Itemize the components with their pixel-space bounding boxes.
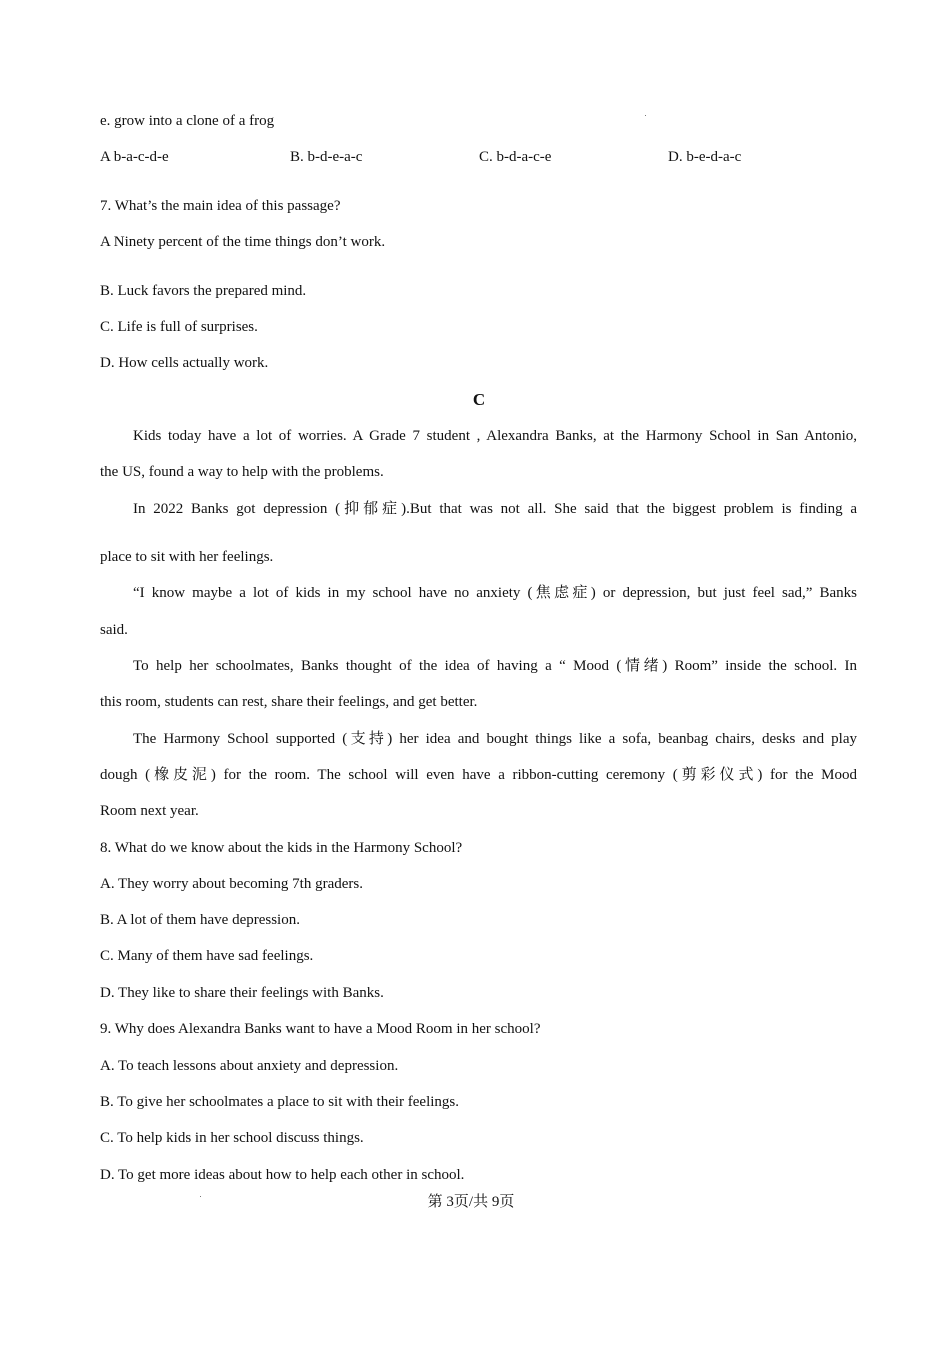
q6-item-e: e. grow into a clone of a frog: [100, 113, 275, 129]
passage-p2-line1: In 2022 Banks got depression (抑郁症).But that was not all. She said that the biggest problem is finding a: [133, 501, 857, 517]
q8-option-c: C. Many of them have sad feelings.: [100, 948, 314, 964]
q7-question: 7. What’s the main idea of this passage?: [100, 198, 341, 214]
q6-option-d: D. b-e-d-a-c: [668, 149, 742, 165]
passage-p5-line1: The Harmony School supported (支持) her idea and bought things like a sofa, beanbag chairs, desks and play: [133, 731, 857, 747]
q9-option-d: D. To get more ideas about how to help each other in school.: [100, 1167, 465, 1183]
passage-p4-line1: To help her schoolmates, Banks thought of the idea of having a “ Mood (情绪) Room” inside the school. In: [133, 658, 857, 674]
page-number-footer: 第 3页/共 9页: [427, 1194, 515, 1210]
speck-top: [645, 115, 646, 116]
passage-p1-line2: the US, found a way to help with the problems.: [100, 464, 384, 480]
passage-p5-line3: Room next year.: [100, 803, 199, 819]
section-heading: C: [472, 390, 486, 409]
q6-option-a: A b-a-c-d-e: [100, 149, 169, 165]
q6-option-b: B. b-d-e-a-c: [290, 149, 363, 165]
q6-option-c: C. b-d-a-c-e: [479, 149, 552, 165]
q7-option-a: A Ninety percent of the time things don’t work.: [100, 234, 386, 250]
passage-p2-line2: place to sit with her feelings.: [100, 549, 274, 565]
q8-option-b: B. A lot of them have depression.: [100, 912, 300, 928]
passage-p5-line2: dough (橡皮泥) for the room. The school will even have a ribbon-cutting ceremony (剪彩仪式) for the Mood: [100, 767, 857, 783]
passage-p3-line2: said.: [100, 622, 128, 638]
q9-option-a: A. To teach lessons about anxiety and depression.: [100, 1058, 399, 1074]
q9-option-b: B. To give her schoolmates a place to sit with their feelings.: [100, 1094, 460, 1110]
q9-option-c: C. To help kids in her school discuss things.: [100, 1130, 364, 1146]
q8-option-a: A. They worry about becoming 7th graders.: [100, 876, 363, 892]
passage-p1-line1: Kids today have a lot of worries. A Grade 7 student , Alexandra Banks, at the Harmony School in San Antonio,: [133, 428, 857, 444]
q9-question: 9. Why does Alexandra Banks want to have a Mood Room in her school?: [100, 1021, 541, 1037]
passage-p4-line2: this room, students can rest, share their feelings, and get better.: [100, 694, 478, 710]
q7-option-d: D. How cells actually work.: [100, 355, 269, 371]
passage-p3-line1: “I know maybe a lot of kids in my school have no anxiety (焦虑症) or depression, but just feel sad,” Banks: [133, 585, 857, 601]
q7-option-c: C. Life is full of surprises.: [100, 319, 258, 335]
q8-question: 8. What do we know about the kids in the Harmony School?: [100, 840, 463, 856]
q8-option-d: D. They like to share their feelings with Banks.: [100, 985, 384, 1001]
q7-option-b: B. Luck favors the prepared mind.: [100, 283, 307, 299]
